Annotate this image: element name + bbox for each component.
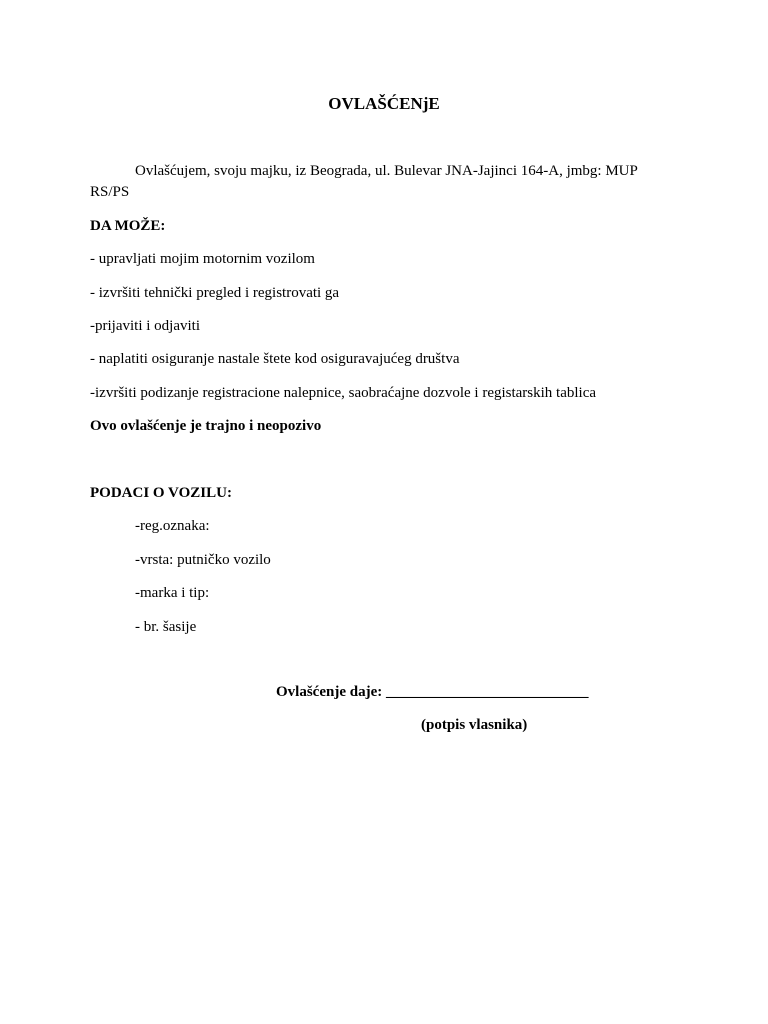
vehicle-field: -marka i tip: (135, 585, 210, 601)
statement-text: Ovo ovlašćenje je trajno i neopozivo (90, 418, 322, 434)
list-item: - naplatiti osiguranje nastale štete kod osiguravajućeg društva (90, 351, 460, 367)
list-item: - upravljati mojim motornim vozilom (90, 251, 315, 267)
vehicle-field: -vrsta: putničko vozilo (135, 552, 271, 568)
vehicle-field: - br. šasije (135, 619, 197, 635)
da-moze-heading: DA MOŽE: (90, 218, 166, 234)
list-item: - izvršiti tehnički pregled i registrovati ga (90, 285, 340, 301)
signature-note: (potpis vlasnika) (421, 717, 528, 733)
vehicle-heading: PODACI O VOZILU: (90, 485, 232, 501)
signature-line: Ovlašćenje daje: ___________________________ (276, 684, 589, 700)
list-item: -prijaviti i odjaviti (90, 318, 200, 334)
vehicle-field: -reg.oznaka: (135, 518, 210, 534)
intro-paragraph: Ovlašćujem, svoju majku, iz Beograda, ul. Bulevar JNA-Jajinci 164-A, jmbg: MUP RS/PS (90, 163, 638, 200)
list-item: -izvršiti podizanje registracione nalepnice, saobraćajne dozvole i registarskih tablica (90, 385, 597, 401)
document-title: OVLAŠĆENjE (328, 94, 440, 113)
